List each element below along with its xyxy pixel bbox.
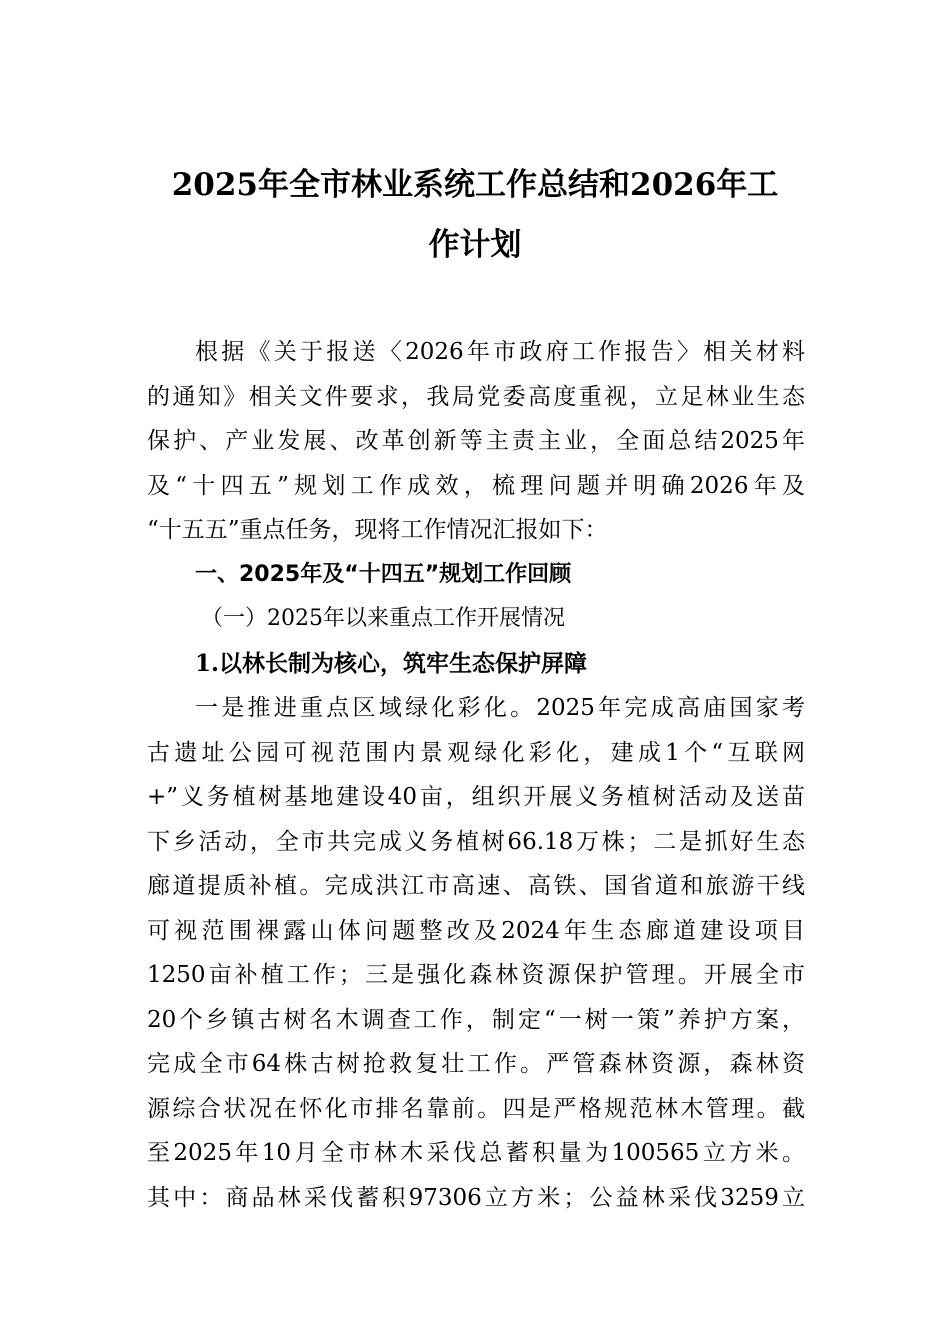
paragraph-line: 保护、产业发展、改革创新等主责主业，全面总结2025年 (147, 428, 805, 454)
paragraph-line: 源综合状况在怀化市排名靠前。四是严格规范林木管理。截 (147, 1095, 805, 1122)
paragraph-line: +”义务植树基地建设40亩，组织开展义务植树活动及送苗 (147, 784, 805, 810)
paragraph-line: 下乡活动，全市共完成义务植树66.18万株；二是抓好生态 (147, 828, 805, 855)
paragraph-line: “十五五”重点任务，现将工作情况汇报如下： (147, 517, 608, 543)
section-heading-3: 1.以林长制为核心，筑牢生态保护屏障 (195, 649, 588, 677)
intro-paragraph (147, 330, 805, 553)
paragraph-line: 一是推进重点区域绿化彩化。2025年完成高庙国家考 (195, 695, 805, 721)
paragraph-line: 可视范围裸露山体问题整改及2024年生态廊道建设项目 (147, 917, 805, 944)
document-title (140, 155, 810, 275)
section-paragraph (147, 686, 805, 1220)
section-heading-1: 一、2025年及“十四五”规划工作回顾 (195, 561, 572, 587)
paragraph-line: 的通知》相关文件要求，我局党委高度重视，立足林业生态 (147, 383, 805, 410)
paragraph-line: 及“十四五”规划工作成效，梳理问题并明确2026年及 (147, 472, 805, 499)
title-line-2: 作计划 (428, 227, 522, 263)
paragraph-line: 廊道提质补植。完成洪江市高速、高铁、国省道和旅游干线 (147, 873, 805, 899)
paragraph-line: 1250亩补植工作；三是强化森林资源保护管理。开展全市 (147, 962, 805, 988)
paragraph-line: 完成全市64株古树抢救复壮工作。严管森林资源，森林资 (147, 1051, 805, 1077)
document-body (147, 330, 805, 1220)
paragraph-line: 根据《关于报送〈2026年市政府工作报告〉相关材料 (195, 339, 805, 365)
title-line-1: 2025年全市林业系统工作总结和2026年工 (171, 167, 779, 203)
paragraph-line: 20个乡镇古树名木调查工作，制定“一树一策”养护方案， (147, 1006, 805, 1033)
section-heading-2: （一）2025年以来重点工作开展情况 (201, 606, 565, 631)
paragraph-line: 至2025年10月全市林木采伐总蓄积量为100565立方米。 (147, 1140, 805, 1166)
paragraph-line: 其中：商品林采伐蓄积97306立方米；公益林采伐3259立 (147, 1184, 805, 1211)
paragraph-line: 古遗址公园可视范围内景观绿化彩化，建成1个“互联网 (147, 739, 805, 766)
